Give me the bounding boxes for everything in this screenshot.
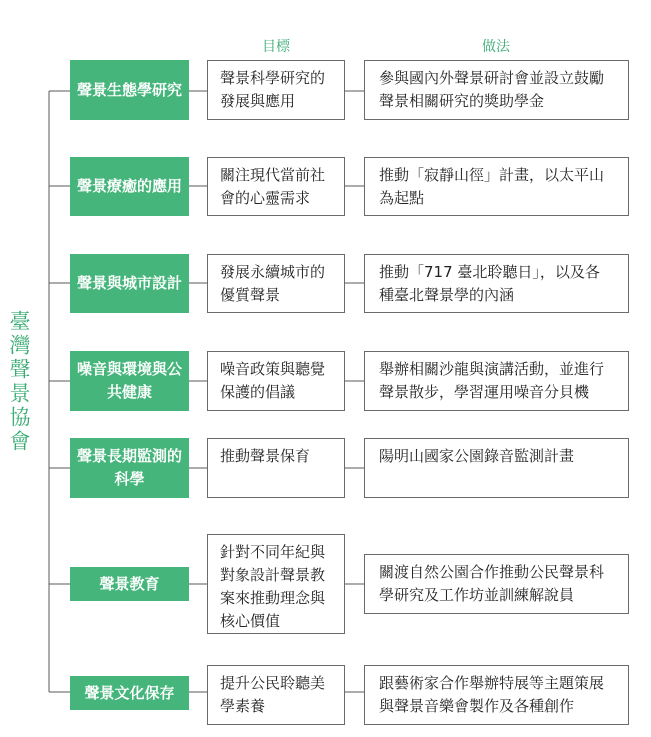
goal-box: 關注現代當前社會的心靈需求 <box>207 157 345 216</box>
goal-box: 噪音政策與聽覺保護的倡議 <box>207 351 345 411</box>
method-box: 參與國內外聲景研討會並設立鼓勵聲景相關研究的獎助學金 <box>364 60 629 120</box>
goal-box: 針對不同年紀與對象設計聲景教案來推動理念與核心價值 <box>207 534 345 634</box>
category-box: 聲景教育 <box>70 567 189 601</box>
category-box: 聲景療癒的應用 <box>70 157 189 216</box>
goal-box: 聲景科學研究的發展與應用 <box>207 60 345 120</box>
method-column-header: 做法 <box>482 39 510 55</box>
goal-box: 提升公民聆聽美學素養 <box>207 665 345 725</box>
goal-column-header: 目標 <box>262 39 290 55</box>
goal-box: 推動聲景保育 <box>207 438 345 498</box>
method-box: 陽明山國家公園錄音監測計畫 <box>364 438 629 498</box>
category-box: 噪音與環境與公共健康 <box>70 351 189 411</box>
method-box: 推動「寂靜山徑」計畫，以太平山為起點 <box>364 157 629 216</box>
method-box: 舉辦相關沙龍與演講活動，並進行聲景散步，學習運用噪音分貝機 <box>364 351 629 411</box>
method-box: 關渡自然公園合作推動公民聲景科學研究及工作坊並訓練解說員 <box>364 554 629 614</box>
category-box: 聲景與城市設計 <box>70 254 189 313</box>
method-box: 跟藝術家合作舉辦特展等主題策展與聲景音樂會製作及各種創作 <box>364 665 629 725</box>
method-box: 推動「717 臺北聆聽日」，以及各種臺北聲景學的內涵 <box>364 254 629 313</box>
category-box: 聲景長期監測的科學 <box>70 438 189 498</box>
goal-box: 發展永續城市的優質聲景 <box>207 254 345 313</box>
category-box: 聲景文化保存 <box>70 676 189 710</box>
category-box: 聲景生態學研究 <box>70 60 189 120</box>
organization-label: 臺灣聲景協會 <box>7 310 31 454</box>
